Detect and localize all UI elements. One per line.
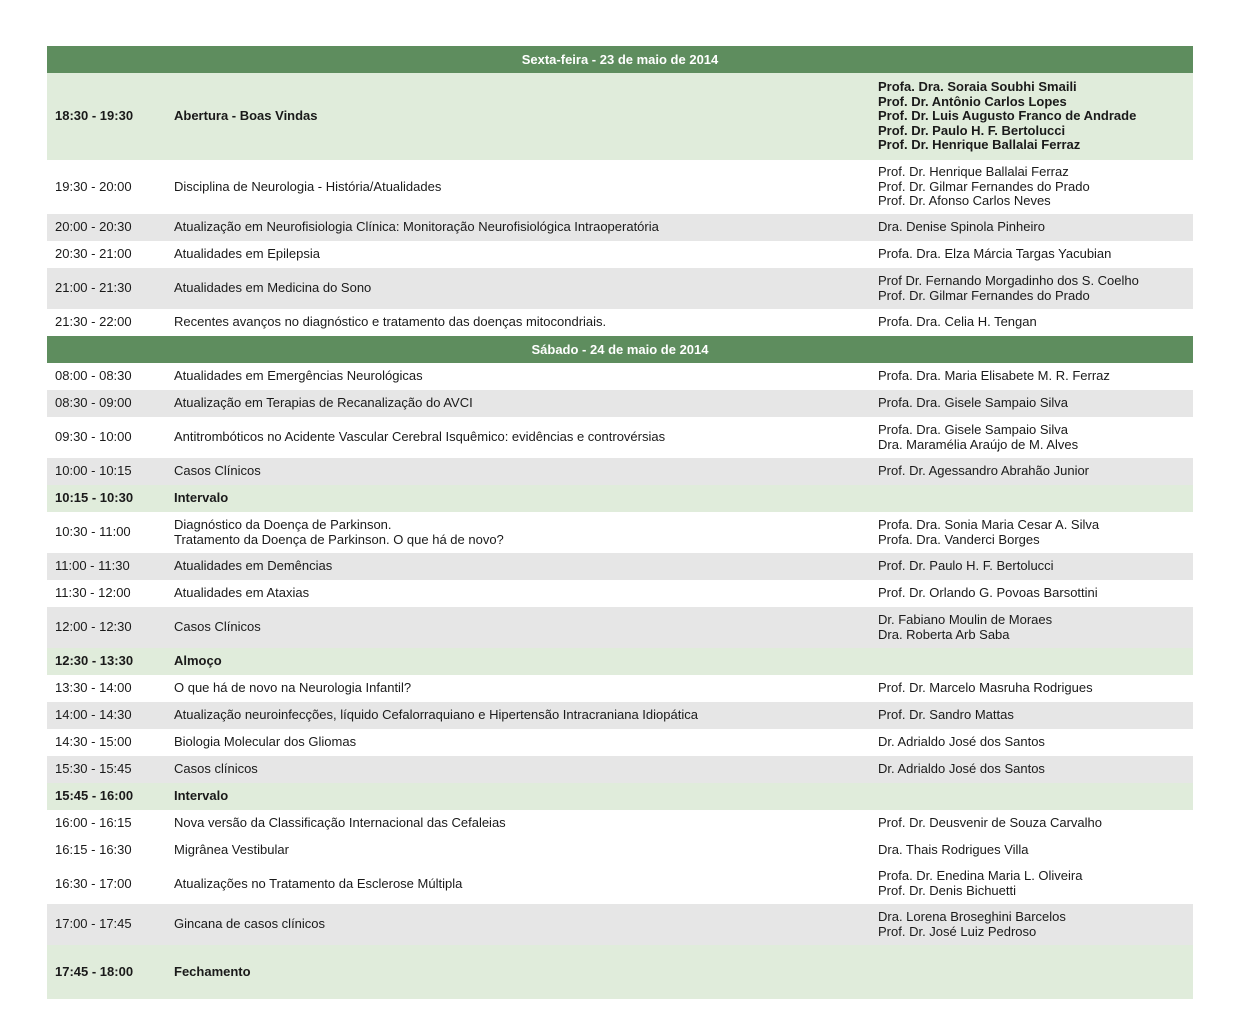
session-title [174, 247, 878, 262]
session-title-line: Atualização em Neurofisiologia Clínica: Monitoração Neurofisiológica Intraoperatória [174, 219, 659, 235]
speaker-name: Dr. Adrialdo José dos Santos [878, 734, 1045, 750]
speaker-name: Prof. Dr. Luis Augusto Franco de Andrade [878, 108, 1137, 124]
speaker-name: Profa. Dra. Vanderci Borges [878, 531, 1040, 547]
schedule-row [47, 580, 1193, 607]
session-title-line: Antitrombóticos no Acidente Vascular Cerebral Isquêmico: evidências e controvérsias [174, 429, 666, 445]
session-title-line: Casos Clínicos [174, 619, 261, 635]
session-title-line: Tratamento da Doença de Parkinson. O que há de novo? [174, 531, 504, 547]
schedule-row [47, 512, 1193, 553]
session-time: 09:30 - 10:00 [55, 429, 132, 445]
session-title-line: Intervalo [174, 490, 229, 506]
speaker-name: Prof. Dr. Denis Bichuetti [878, 883, 1016, 898]
session-time: 20:00 - 20:30 [55, 219, 132, 235]
schedule-row [47, 783, 1193, 810]
speaker-list [878, 464, 1193, 479]
schedule-row [47, 607, 1193, 648]
session-time: 20:30 - 21:00 [55, 246, 132, 262]
session-title-line: Disciplina de Neurologia - História/Atualidades [174, 178, 442, 194]
schedule-row [47, 675, 1193, 702]
speaker-list [878, 247, 1193, 262]
session-title-line: Atualização em Terapias de Recanalização do AVCI [174, 395, 473, 411]
schedule-row [47, 864, 1193, 904]
session-time: 13:30 - 14:00 [55, 680, 132, 696]
schedule-row [47, 945, 1193, 999]
speaker-name: Prof. Dr. Deusvenir de Souza Carvalho [878, 815, 1102, 831]
schedule-row [47, 160, 1193, 214]
speaker-name: Profa. Dra. Sonia Maria Cesar A. Silva [878, 516, 1100, 532]
session-title-line: Migrânea Vestibular [174, 842, 289, 858]
session-time: 10:00 - 10:15 [55, 463, 132, 479]
session-title [174, 681, 878, 696]
session-title [174, 877, 878, 892]
session-title [174, 396, 878, 411]
speaker-list [878, 586, 1193, 601]
speaker-list [878, 681, 1193, 696]
session-title-line: Atualidades em Ataxias [174, 585, 310, 601]
speaker-name: Dra. Maramélia Araújo de M. Alves [878, 436, 1079, 452]
session-title-line: Biologia Molecular dos Gliomas [174, 734, 357, 750]
session-title [174, 762, 878, 777]
session-time: 10:15 - 10:30 [55, 490, 134, 506]
session-title [174, 220, 878, 235]
speaker-list [878, 423, 1193, 452]
speaker-name: Prof. Dr. José Luiz Pedroso [878, 923, 1037, 939]
session-title-line: Diagnóstico da Doença de Parkinson. [174, 516, 392, 532]
day-header: Sábado - 24 de maio de 2014 [47, 336, 1193, 363]
session-title-line: Atualidades em Epilepsia [174, 246, 320, 262]
session-time: 21:30 - 22:00 [55, 314, 132, 330]
speaker-name: Prof. Dr. Orlando G. Povoas Barsottini [878, 585, 1098, 601]
session-time: 15:30 - 15:45 [55, 761, 132, 777]
session-title [174, 281, 878, 296]
session-title [174, 430, 878, 445]
schedule-row [47, 390, 1193, 417]
speaker-name: Dra. Roberta Arb Saba [878, 626, 1010, 642]
speaker-list [878, 80, 1193, 153]
speaker-name: Profa. Dra. Soraia Soubhi Smaili [878, 79, 1077, 95]
speaker-list [878, 315, 1193, 330]
session-time: 17:00 - 17:45 [55, 916, 132, 932]
session-title-line: Fechamento [174, 963, 251, 979]
session-title [174, 735, 878, 750]
schedule-row [47, 309, 1193, 336]
speaker-name: Prof. Dr. Henrique Ballalai Ferraz [878, 164, 1069, 180]
schedule-row [47, 837, 1193, 864]
session-title [174, 586, 878, 601]
schedule-row [47, 904, 1193, 945]
session-title [174, 109, 878, 124]
speaker-name: Prof. Dr. Paulo H. F. Bertolucci [878, 558, 1054, 574]
speaker-name: Dra. Denise Spinola Pinheiro [878, 219, 1045, 235]
session-title [174, 620, 878, 635]
session-title-line: Atualidades em Medicina do Sono [174, 280, 372, 296]
speaker-name: Prof. Dr. Agessandro Abrahão Junior [878, 463, 1090, 479]
session-title [174, 315, 878, 330]
session-time: 12:00 - 12:30 [55, 619, 132, 635]
session-title-line: Intervalo [174, 788, 229, 804]
speaker-name: Dr. Adrialdo José dos Santos [878, 761, 1045, 777]
schedule-row [47, 729, 1193, 756]
session-time: 19:30 - 20:00 [55, 178, 132, 194]
speaker-list [878, 735, 1193, 750]
speaker-list [878, 843, 1193, 858]
speaker-name: Dr. Fabiano Moulin de Moraes [878, 611, 1053, 627]
speaker-name: Prof. Dr. Henrique Ballalai Ferraz [878, 137, 1081, 153]
speaker-name: Prof. Dr. Gilmar Fernandes do Prado [878, 287, 1090, 303]
session-title [174, 464, 878, 479]
session-title [174, 180, 878, 195]
speaker-name: Profa. Dra. Gisele Sampaio Silva [878, 421, 1069, 437]
session-title [174, 369, 878, 384]
session-title [174, 789, 878, 804]
schedule-row [47, 363, 1193, 390]
speaker-list [878, 708, 1193, 723]
session-title [174, 965, 878, 980]
session-title [174, 559, 878, 574]
speaker-name: Prof. Dr. Marcelo Masruha Rodrigues [878, 680, 1093, 696]
session-time: 21:00 - 21:30 [55, 280, 132, 296]
session-title-line: Recentes avanços no diagnóstico e tratamento das doenças mitocondriais. [174, 314, 607, 330]
session-time: 08:00 - 08:30 [55, 368, 132, 384]
speaker-list [878, 910, 1193, 939]
speaker-list [878, 220, 1193, 235]
session-title-line: Atualizações no Tratamento da Esclerose Múltipla [174, 875, 463, 891]
session-time: 16:00 - 16:15 [55, 815, 132, 831]
schedule-row [47, 214, 1193, 241]
session-time: 15:45 - 16:00 [55, 788, 134, 804]
speaker-name: Prof Dr. Fernando Morgadinho dos S. Coelho [878, 272, 1139, 288]
speaker-name: Profa. Dr. Enedina Maria L. Oliveira [878, 868, 1083, 884]
speaker-list [878, 869, 1193, 898]
session-time: 16:15 - 16:30 [55, 842, 132, 858]
schedule-table [47, 46, 1193, 999]
schedule-row [47, 485, 1193, 512]
session-title-line: Atualidades em Demências [174, 558, 333, 574]
schedule-row [47, 241, 1193, 268]
session-title [174, 843, 878, 858]
session-time: 16:30 - 17:00 [55, 875, 132, 891]
session-time: 14:00 - 14:30 [55, 707, 132, 723]
speaker-list [878, 613, 1193, 642]
session-title-line: Atualização neuroinfecções, líquido Cefalorraquiano e Hipertensão Intracraniana Idiopática [174, 707, 698, 723]
session-time: 11:00 - 11:30 [55, 558, 130, 574]
session-title [174, 491, 878, 506]
session-time: 11:30 - 12:00 [55, 585, 131, 601]
speaker-name: Profa. Dra. Maria Elisabete M. R. Ferraz [878, 368, 1110, 384]
speaker-name: Prof. Dr. Afonso Carlos Neves [878, 193, 1051, 209]
speaker-name: Prof. Dr. Gilmar Fernandes do Prado [878, 178, 1090, 194]
speaker-name: Profa. Dra. Gisele Sampaio Silva [878, 395, 1069, 411]
session-title [174, 654, 878, 669]
session-title-line: Nova versão da Classificação Internacional das Cefaleias [174, 815, 506, 831]
speaker-name: Prof. Dr. Antônio Carlos Lopes [878, 93, 1067, 109]
speaker-name: Profa. Dra. Celia H. Tengan [878, 314, 1037, 330]
speaker-list [878, 274, 1193, 303]
schedule-row [47, 417, 1193, 458]
schedule-row [47, 648, 1193, 675]
session-title-line: Casos Clínicos [174, 463, 261, 479]
speaker-list [878, 559, 1193, 574]
session-time: 08:30 - 09:00 [55, 395, 132, 411]
session-time: 14:30 - 15:00 [55, 734, 132, 750]
session-title-line: Atualidades em Emergências Neurológicas [174, 368, 423, 384]
session-title-line: O que há de novo na Neurologia Infantil? [174, 680, 412, 696]
session-time: 12:30 - 13:30 [55, 653, 134, 669]
speaker-list [878, 518, 1193, 547]
speaker-name: Prof. Dr. Sandro Mattas [878, 707, 1014, 723]
session-title-line: Casos clínicos [174, 761, 258, 777]
session-title-line: Abertura - Boas Vindas [174, 108, 318, 124]
session-title [174, 816, 878, 831]
session-time: 17:45 - 18:00 [55, 963, 134, 979]
schedule-row [47, 756, 1193, 783]
session-title-line: Almoço [174, 653, 222, 669]
speaker-list [878, 816, 1193, 831]
day-header: Sexta-feira - 23 de maio de 2014 [47, 46, 1193, 73]
session-title-line: Gincana de casos clínicos [174, 916, 326, 932]
speaker-name: Profa. Dra. Elza Márcia Targas Yacubian [878, 246, 1112, 262]
session-title [174, 708, 878, 723]
schedule-row [47, 458, 1193, 485]
session-time: 18:30 - 19:30 [55, 108, 134, 124]
schedule-row [47, 553, 1193, 580]
session-title [174, 917, 878, 932]
schedule-row [47, 810, 1193, 837]
speaker-name: Dra. Lorena Broseghini Barcelos [878, 908, 1066, 924]
schedule-row [47, 268, 1193, 309]
speaker-list [878, 396, 1193, 411]
schedule-row [47, 702, 1193, 729]
speaker-name: Dra. Thais Rodrigues Villa [878, 842, 1029, 858]
speaker-name: Prof. Dr. Paulo H. F. Bertolucci [878, 122, 1066, 138]
session-title [174, 518, 878, 547]
speaker-list [878, 165, 1193, 209]
session-time: 10:30 - 11:00 [55, 524, 131, 540]
speaker-list [878, 762, 1193, 777]
speaker-list [878, 369, 1193, 384]
schedule-row [47, 73, 1193, 160]
